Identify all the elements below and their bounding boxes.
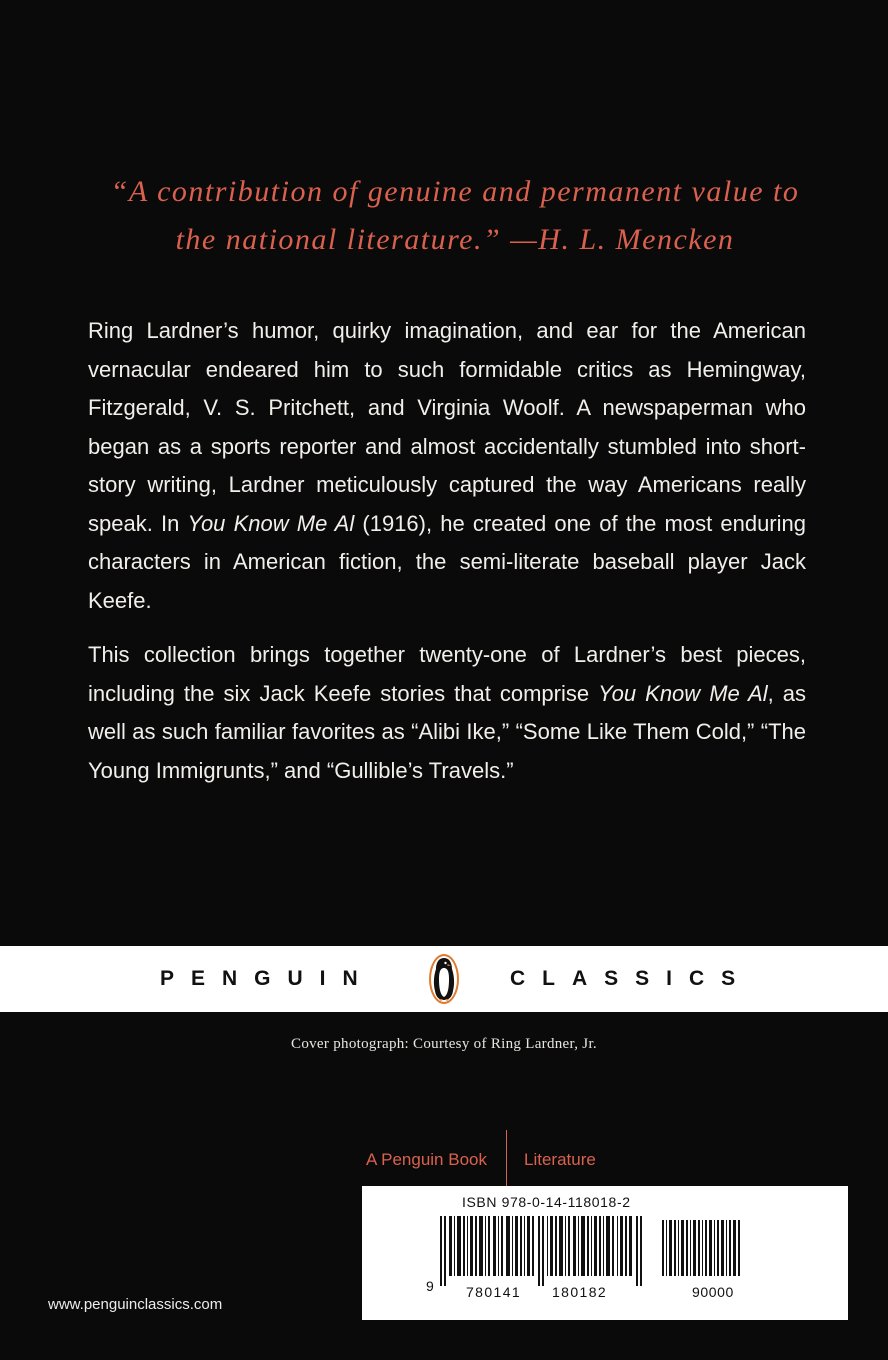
barcode-digit-lead: 9 xyxy=(426,1278,434,1294)
book-title-italic: You Know Me Al xyxy=(187,510,355,536)
description-paragraph-1-start: Ring Lardner’s humor, quirky imagination, and ear for the American vernacular endeared him to such formidable critics as Hemingway, Fitzgerald, V. S. Pritchett, and Virginia Woolf. A newspaperman who began as a sports reporter and almost accidentally stumbled into short-story writing, Lardner meticulously captured the way Americans really speak. In xyxy=(88,318,806,536)
brand-word-penguin: PENGUIN xyxy=(160,967,375,990)
category-label: Literature xyxy=(524,1150,596,1169)
ean-barcode xyxy=(440,1216,648,1286)
publisher-label: A Penguin Book xyxy=(366,1150,487,1169)
penguin-classics-band xyxy=(0,946,888,1012)
isbn-label: ISBN 978-0-14-118018-2 xyxy=(462,1194,631,1210)
addon-barcode xyxy=(662,1216,742,1276)
description-paragraph-2-start: This collection brings together twenty-one of Lardner’s best pieces, including the six Jack Keefe stories that comprise xyxy=(88,642,806,706)
book-title-italic: You Know Me Al xyxy=(598,680,768,706)
cover-photo-credit: Cover photograph: Courtesy of Ring Lardner, Jr. xyxy=(291,1036,597,1052)
pull-quote xyxy=(60,168,850,264)
description-paragraph-2 xyxy=(88,636,806,790)
addon-digits: 90000 xyxy=(692,1284,734,1300)
publisher-divider xyxy=(506,1130,507,1186)
brand-word-classics: CLASSICS xyxy=(510,967,753,990)
description-paragraph-2-end: , as well as such familiar favorites as “Alibi Ike,” “Some Like Them Cold,” “The Young Immigrunts,” and “Gullible’s Travels.” xyxy=(88,680,806,783)
barcode-digits-group-2: 180182 xyxy=(552,1284,608,1300)
website-url: www.penguinclassics.com xyxy=(48,1296,223,1313)
barcode-digits-group-1: 780141 xyxy=(466,1284,522,1300)
pull-quote-line-1: “A contribution of genuine and permanent value to xyxy=(110,175,800,208)
description-paragraph-1 xyxy=(88,312,806,620)
barcode-panel xyxy=(362,1186,848,1320)
pull-quote-line-2: the national literature.” —H. L. Mencken xyxy=(175,223,735,256)
penguin-logo-icon xyxy=(428,953,460,1005)
description-paragraph-1-end: (1916), he created one of the most enduring characters in American fiction, the semi-literate baseball player Jack Keefe. xyxy=(88,510,806,613)
